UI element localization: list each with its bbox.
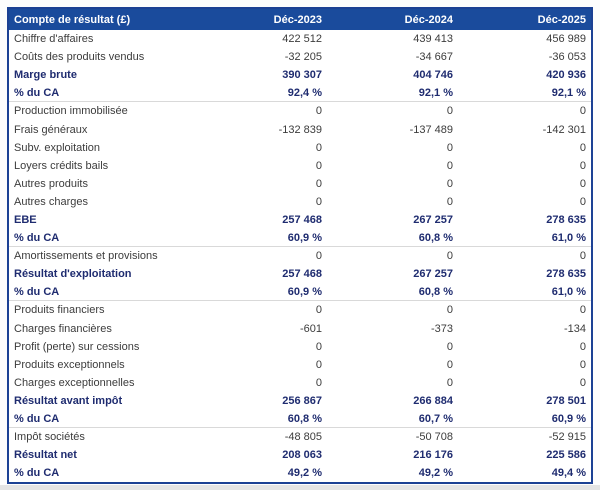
table-row xyxy=(9,193,591,211)
table-row xyxy=(9,301,591,319)
row-value-dec-2025: 0 xyxy=(579,250,586,263)
row-value-dec-2023: 92,4 % xyxy=(287,86,322,99)
row-label: Produits exceptionnels xyxy=(14,358,125,371)
row-value-dec-2024: 216 176 xyxy=(413,449,453,462)
row-value-dec-2024: 0 xyxy=(446,141,453,154)
row-label: Résultat net xyxy=(14,449,77,462)
table-row xyxy=(9,247,591,265)
row-value-dec-2023: 208 063 xyxy=(282,449,322,462)
table-row xyxy=(9,410,591,428)
row-value-dec-2025: 0 xyxy=(579,177,586,190)
row-value-dec-2025: 0 xyxy=(579,358,586,371)
row-value-dec-2025: 0 xyxy=(579,141,586,154)
row-value-dec-2024: 92,1 % xyxy=(418,86,453,99)
row-value-dec-2023: 0 xyxy=(315,105,322,118)
row-value-dec-2025: 278 501 xyxy=(546,394,586,407)
row-value-dec-2025: 60,9 % xyxy=(551,412,586,425)
row-value-dec-2023: 60,9 % xyxy=(287,285,322,298)
row-value-dec-2025: 0 xyxy=(579,195,586,208)
table-row xyxy=(9,157,591,175)
row-value-dec-2023: 0 xyxy=(315,141,322,154)
table-row xyxy=(9,120,591,138)
row-value-dec-2025: 61,0 % xyxy=(551,285,586,298)
row-value-dec-2024: 0 xyxy=(446,159,453,172)
row-label: % du CA xyxy=(14,231,60,244)
row-value-dec-2023: 422 512 xyxy=(282,33,322,46)
row-label: % du CA xyxy=(14,412,60,425)
row-value-dec-2023: 49,2 % xyxy=(287,467,322,480)
table-row xyxy=(9,428,591,446)
row-label: Profit (perte) sur cessions xyxy=(14,340,140,353)
row-value-dec-2025: 0 xyxy=(579,304,586,317)
row-label: EBE xyxy=(14,213,37,226)
table-row xyxy=(9,139,591,157)
table-row xyxy=(9,30,591,48)
row-value-dec-2023: 60,8 % xyxy=(287,412,322,425)
column-header-dec-2023: Déc-2023 xyxy=(273,13,322,26)
row-value-dec-2024: 60,7 % xyxy=(418,412,453,425)
table-row xyxy=(9,320,591,338)
row-label: Marge brute xyxy=(14,69,77,82)
table-row xyxy=(9,66,591,84)
row-value-dec-2023: 256 867 xyxy=(282,394,322,407)
table-row xyxy=(9,102,591,120)
row-label: % du CA xyxy=(14,285,60,298)
table-row xyxy=(9,356,591,374)
row-value-dec-2023: 0 xyxy=(315,177,322,190)
row-value-dec-2023: -32 205 xyxy=(284,51,322,64)
row-value-dec-2024: 0 xyxy=(446,376,453,389)
table-body xyxy=(9,30,591,482)
table-row xyxy=(9,84,591,102)
table-row xyxy=(9,392,591,410)
table-title: Compte de résultat (£) xyxy=(14,13,131,26)
row-value-dec-2023: 257 468 xyxy=(282,213,322,226)
row-value-dec-2024: 0 xyxy=(446,177,453,190)
row-label: % du CA xyxy=(14,86,60,99)
row-value-dec-2025: -142 301 xyxy=(542,123,586,136)
row-label: Subv. exploitation xyxy=(14,141,101,154)
row-value-dec-2023: 257 468 xyxy=(282,268,322,281)
row-value-dec-2023: 0 xyxy=(315,195,322,208)
row-label: Loyers crédits bails xyxy=(14,159,109,172)
row-value-dec-2025: 0 xyxy=(579,376,586,389)
row-value-dec-2024: 439 413 xyxy=(413,33,453,46)
row-value-dec-2025: 278 635 xyxy=(546,268,586,281)
income-statement-table xyxy=(7,7,593,484)
row-label: Autres produits xyxy=(14,177,88,190)
row-value-dec-2024: 0 xyxy=(446,304,453,317)
row-label: Charges financières xyxy=(14,322,112,335)
row-value-dec-2025: 49,4 % xyxy=(551,467,586,480)
table-row xyxy=(9,265,591,283)
row-value-dec-2024: 266 884 xyxy=(413,394,453,407)
row-value-dec-2023: 390 307 xyxy=(282,69,322,82)
row-label: % du CA xyxy=(14,467,60,480)
row-value-dec-2025: 0 xyxy=(579,105,586,118)
row-label: Impôt sociétés xyxy=(14,431,85,444)
column-header-dec-2025: Déc-2025 xyxy=(537,13,586,26)
table-row xyxy=(9,374,591,392)
page-bottom-strip xyxy=(0,485,600,490)
row-value-dec-2023: 0 xyxy=(315,250,322,263)
row-label: Autres charges xyxy=(14,195,88,208)
table-row xyxy=(9,48,591,66)
row-value-dec-2024: 0 xyxy=(446,340,453,353)
row-value-dec-2024: 60,8 % xyxy=(418,231,453,244)
row-value-dec-2025: 225 586 xyxy=(546,449,586,462)
row-value-dec-2024: 267 257 xyxy=(413,268,453,281)
row-value-dec-2025: 456 989 xyxy=(546,33,586,46)
row-value-dec-2024: 404 746 xyxy=(413,69,453,82)
row-value-dec-2023: 0 xyxy=(315,340,322,353)
row-value-dec-2025: 278 635 xyxy=(546,213,586,226)
table-row xyxy=(9,175,591,193)
row-value-dec-2023: -132 839 xyxy=(278,123,322,136)
row-value-dec-2025: 420 936 xyxy=(546,69,586,82)
row-value-dec-2024: -137 489 xyxy=(409,123,453,136)
table-row xyxy=(9,283,591,301)
row-value-dec-2023: 0 xyxy=(315,159,322,172)
row-value-dec-2024: -50 708 xyxy=(415,431,453,444)
row-value-dec-2023: 0 xyxy=(315,358,322,371)
row-label: Frais généraux xyxy=(14,123,88,136)
row-value-dec-2025: 61,0 % xyxy=(551,231,586,244)
row-value-dec-2024: -373 xyxy=(430,322,453,335)
row-value-dec-2023: 0 xyxy=(315,376,322,389)
column-header-dec-2024: Déc-2024 xyxy=(404,13,453,26)
row-label: Amortissements et provisions xyxy=(14,250,158,263)
row-value-dec-2024: 49,2 % xyxy=(418,467,453,480)
row-value-dec-2023: -601 xyxy=(299,322,322,335)
row-label: Résultat avant impôt xyxy=(14,394,123,407)
row-value-dec-2024: 0 xyxy=(446,195,453,208)
row-label: Produits financiers xyxy=(14,304,105,317)
row-value-dec-2024: 0 xyxy=(446,358,453,371)
row-value-dec-2025: 0 xyxy=(579,159,586,172)
row-value-dec-2025: -134 xyxy=(563,322,586,335)
row-label: Charges exceptionnelles xyxy=(14,376,135,389)
table-row xyxy=(9,229,591,247)
row-label: Chiffre d'affaires xyxy=(14,33,94,46)
row-value-dec-2025: 0 xyxy=(579,340,586,353)
table-row xyxy=(9,446,591,464)
row-value-dec-2024: 267 257 xyxy=(413,213,453,226)
row-value-dec-2024: -34 667 xyxy=(415,51,453,64)
row-value-dec-2023: -48 805 xyxy=(284,431,322,444)
table-row xyxy=(9,338,591,356)
table-row xyxy=(9,211,591,229)
row-value-dec-2024: 60,8 % xyxy=(418,285,453,298)
row-value-dec-2023: 0 xyxy=(315,304,322,317)
row-value-dec-2023: 60,9 % xyxy=(287,231,322,244)
row-value-dec-2024: 0 xyxy=(446,250,453,263)
row-value-dec-2025: -36 053 xyxy=(548,51,586,64)
row-label: Production immobilisée xyxy=(14,105,128,118)
row-label: Résultat d'exploitation xyxy=(14,268,132,281)
row-value-dec-2025: -52 915 xyxy=(548,431,586,444)
table-row xyxy=(9,464,591,482)
row-label: Coûts des produits vendus xyxy=(14,51,145,64)
table-header-row xyxy=(9,9,591,30)
row-value-dec-2025: 92,1 % xyxy=(551,86,586,99)
row-value-dec-2024: 0 xyxy=(446,105,453,118)
